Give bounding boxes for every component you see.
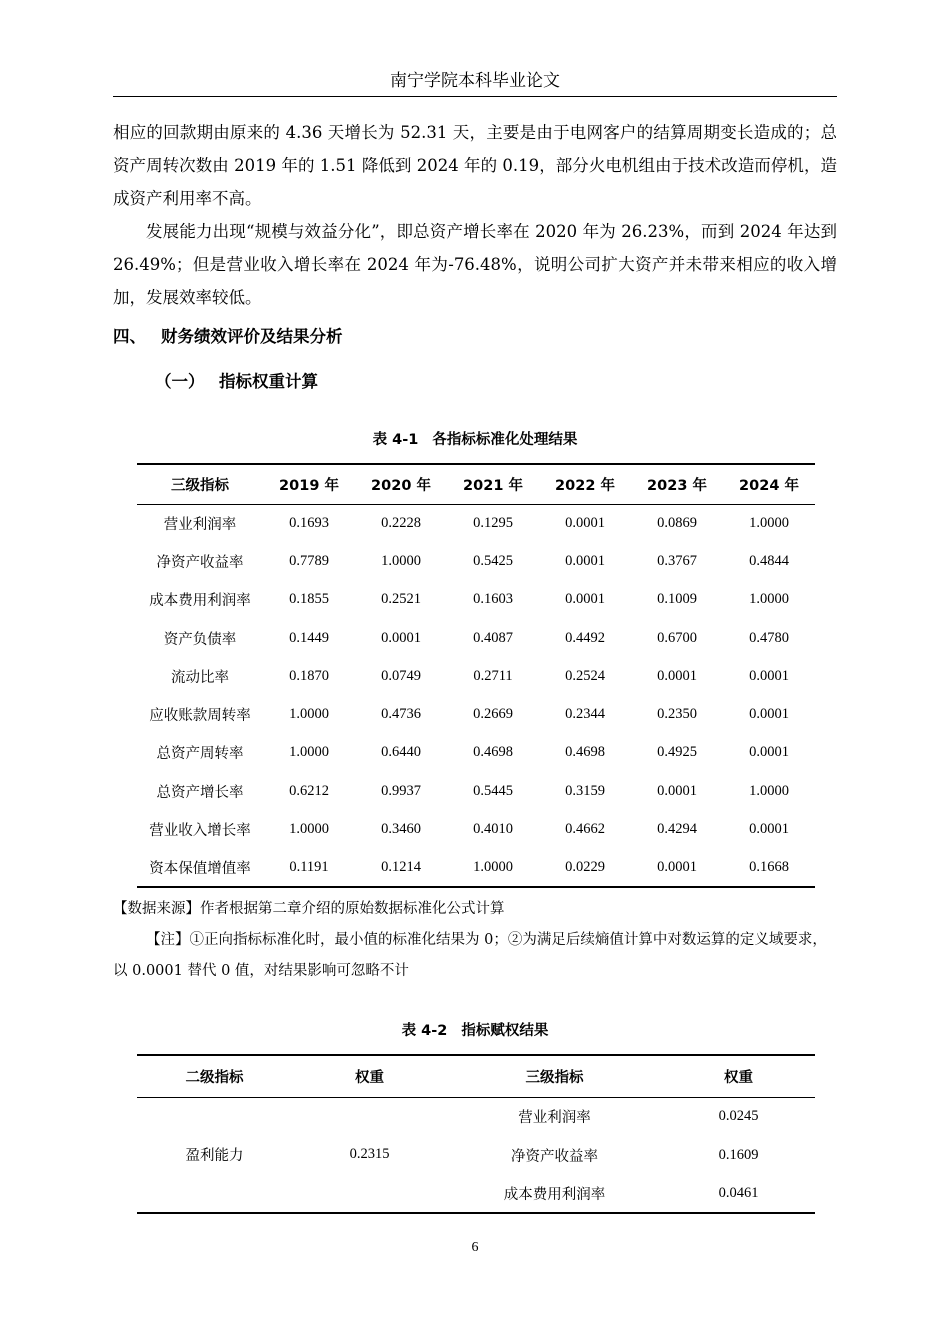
- table-cell: 0.0001: [657, 667, 697, 684]
- row-label: 成本费用利润率: [503, 1186, 606, 1203]
- table-row: [137, 581, 815, 619]
- table-cell: 0.4698: [565, 744, 605, 761]
- table-cell: 0.3159: [565, 782, 605, 799]
- table-cell: 0.0749: [381, 667, 421, 684]
- table-cell: 0.0001: [749, 821, 789, 838]
- group-name-cell: 盈利能力: [185, 1148, 244, 1165]
- row-label: 营业利润率: [518, 1110, 591, 1127]
- table1-footnote: 【注】①正向指标标准化时，最小值的标准化结果为 0；②为满足后续熵值计算中对数运算的定义域要求，以 0.0001 替代 0 值，对结果影响可忽略不计: [113, 932, 827, 979]
- table-cell: 0.2228: [381, 514, 421, 531]
- row-label: 总资产增长率: [156, 784, 244, 801]
- table-row: [137, 849, 815, 887]
- table2-caption-number: 表 4-2: [401, 1023, 448, 1039]
- column-header: 2021 年: [447, 464, 539, 504]
- table-cell: 0.0001: [749, 706, 789, 723]
- table-cell: 0.4780: [749, 629, 789, 646]
- table-cell: 0.0001: [749, 744, 789, 761]
- table-header-row: [137, 464, 815, 504]
- row-label: 应收账款周转率: [149, 708, 251, 725]
- table-cell: 0.3767: [657, 552, 697, 569]
- table-cell: 0.5425: [473, 552, 513, 569]
- table-row: [137, 810, 815, 848]
- table-cell: 0.1609: [718, 1146, 759, 1163]
- table-cell: 0.6212: [289, 782, 329, 799]
- table-cell: 1.0000: [289, 744, 329, 761]
- paragraph-2: 发展能力出现“规模与效益分化”，即总资产增长率在 2020 年为 26.23%，而到 2024 年达到 26.49%；但是营业收入增长率在 2024 年为-76.48%，说明公司扩大资产并未带来相应的收入增加，发展效率较低。: [113, 222, 837, 307]
- table-cell: 0.1295: [473, 514, 513, 531]
- table-cell: 0.1214: [381, 858, 421, 875]
- column-header: 2020 年: [355, 464, 447, 504]
- table-cell: 0.1855: [289, 591, 329, 608]
- standardization-table: [137, 463, 815, 888]
- section-heading: [113, 322, 343, 352]
- row-label: 流动比率: [171, 669, 229, 686]
- table-cell: 0.4087: [473, 629, 513, 646]
- section-number: 四、: [113, 327, 146, 346]
- table-row: [137, 772, 815, 810]
- table1-caption-title: 各指标标准化处理结果: [432, 432, 578, 448]
- subsection-heading: [155, 367, 318, 397]
- row-label: 净资产收益率: [511, 1148, 598, 1165]
- table-cell: 0.0001: [565, 552, 605, 569]
- table-row: [137, 734, 815, 772]
- table-cell: 1.0000: [749, 591, 789, 608]
- table-cell: 0.7789: [289, 552, 329, 569]
- table1-source-note: 【数据来源】作者根据第二章介绍的原始数据标准化公式计算: [113, 901, 505, 917]
- table-cell: 0.1668: [749, 858, 789, 875]
- table-cell: 0.1603: [473, 591, 513, 608]
- table-cell: 0.9937: [381, 782, 421, 799]
- table-cell: 0.5445: [473, 782, 513, 799]
- table-cell: 0.0461: [718, 1184, 759, 1201]
- paragraph-1: 相应的回款期由原来的 4.36 天增长为 52.31 天，主要是由于电网客户的结算周期变长造成的；总资产周转次数由 2019 年的 1.51 降低到 2024 年的 0.19，部分火电机组由于技术改造而停机，造成资产利用率不高。: [113, 123, 837, 208]
- table-cell: 1.0000: [749, 782, 789, 799]
- table-cell: 0.1870: [289, 667, 329, 684]
- table-cell: 0.6440: [381, 744, 421, 761]
- table-cell: 0.0001: [657, 858, 697, 875]
- table-cell: 0.1693: [289, 514, 329, 531]
- group-weight-cell: 0.2315: [349, 1146, 390, 1163]
- row-label: 营业收入增长率: [149, 823, 251, 840]
- row-label: 资本保值增值率: [149, 860, 251, 877]
- table-cell: 0.4736: [381, 706, 421, 723]
- table2-caption: [113, 1019, 837, 1040]
- table-cell: 1.0000: [289, 706, 329, 723]
- table2-caption-title: 指标赋权结果: [461, 1023, 549, 1039]
- row-label: 资产负债率: [163, 631, 237, 648]
- table-cell: 0.0001: [657, 782, 697, 799]
- table-cell: 0.2711: [473, 667, 513, 684]
- table-row: [137, 1097, 815, 1136]
- column-header: 2019 年: [263, 464, 355, 504]
- table-row: [137, 695, 815, 733]
- table-row: [137, 657, 815, 695]
- table-cell: 0.0869: [657, 514, 697, 531]
- table1-caption: [113, 428, 837, 449]
- column-header: 权重: [292, 1055, 447, 1097]
- row-label: 成本费用利润率: [149, 593, 251, 610]
- subsection-title: 指标权重计算: [219, 372, 318, 391]
- row-label: 营业利润率: [163, 516, 237, 533]
- table-cell: 0.1009: [657, 591, 697, 608]
- table-cell: 0.2350: [657, 706, 697, 723]
- table-cell: 0.4294: [657, 821, 697, 838]
- section-title: 财务绩效评价及结果分析: [161, 327, 343, 346]
- table-cell: 0.0229: [565, 858, 605, 875]
- row-label: 净资产收益率: [156, 554, 244, 571]
- table-cell: 0.4925: [657, 744, 697, 761]
- subsection-number: （一）: [155, 372, 205, 391]
- table-cell: 1.0000: [473, 858, 513, 875]
- table-cell: 0.2521: [381, 591, 421, 608]
- table-cell: 0.0001: [381, 629, 421, 646]
- header-rule: [113, 96, 837, 97]
- table-cell: 0.2669: [473, 706, 513, 723]
- table-cell: 0.0001: [749, 667, 789, 684]
- table-cell: 0.3460: [381, 821, 421, 838]
- table-row: [137, 619, 815, 657]
- table-cell: 0.6700: [657, 629, 697, 646]
- column-header: 权重: [662, 1055, 815, 1097]
- table-row: [137, 504, 815, 542]
- table-cell: 0.4698: [473, 744, 513, 761]
- table-cell: 0.1449: [289, 629, 329, 646]
- column-header: 2022 年: [539, 464, 631, 504]
- table-cell: 0.4844: [749, 552, 789, 569]
- table-cell: 1.0000: [381, 552, 421, 569]
- table-cell: 0.2524: [565, 667, 605, 684]
- column-header: 2024 年: [723, 464, 815, 504]
- table-cell: 0.0245: [718, 1108, 759, 1125]
- table-cell: 0.0001: [565, 514, 605, 531]
- page-number: 6: [471, 1240, 479, 1255]
- table1-caption-number: 表 4-1: [372, 432, 419, 448]
- table-cell: 0.2344: [565, 706, 605, 723]
- column-header: 三级指标: [447, 1055, 662, 1097]
- table-cell: 0.0001: [565, 591, 605, 608]
- table-cell: 0.4010: [473, 821, 513, 838]
- table-header-row: [137, 1055, 815, 1097]
- table-cell: 1.0000: [749, 514, 789, 531]
- page-header: 南宁学院本科毕业论文: [390, 71, 560, 91]
- column-header: 三级指标: [137, 464, 263, 504]
- table-cell: 0.4662: [565, 821, 605, 838]
- column-header: 二级指标: [137, 1055, 292, 1097]
- column-header: 2023 年: [631, 464, 723, 504]
- table-cell: 0.1191: [289, 858, 329, 875]
- table-row: [137, 542, 815, 580]
- row-label: 总资产周转率: [156, 746, 244, 763]
- table-cell: 0.4492: [565, 629, 605, 646]
- table-cell: 1.0000: [289, 821, 329, 838]
- weight-table: [137, 1054, 815, 1214]
